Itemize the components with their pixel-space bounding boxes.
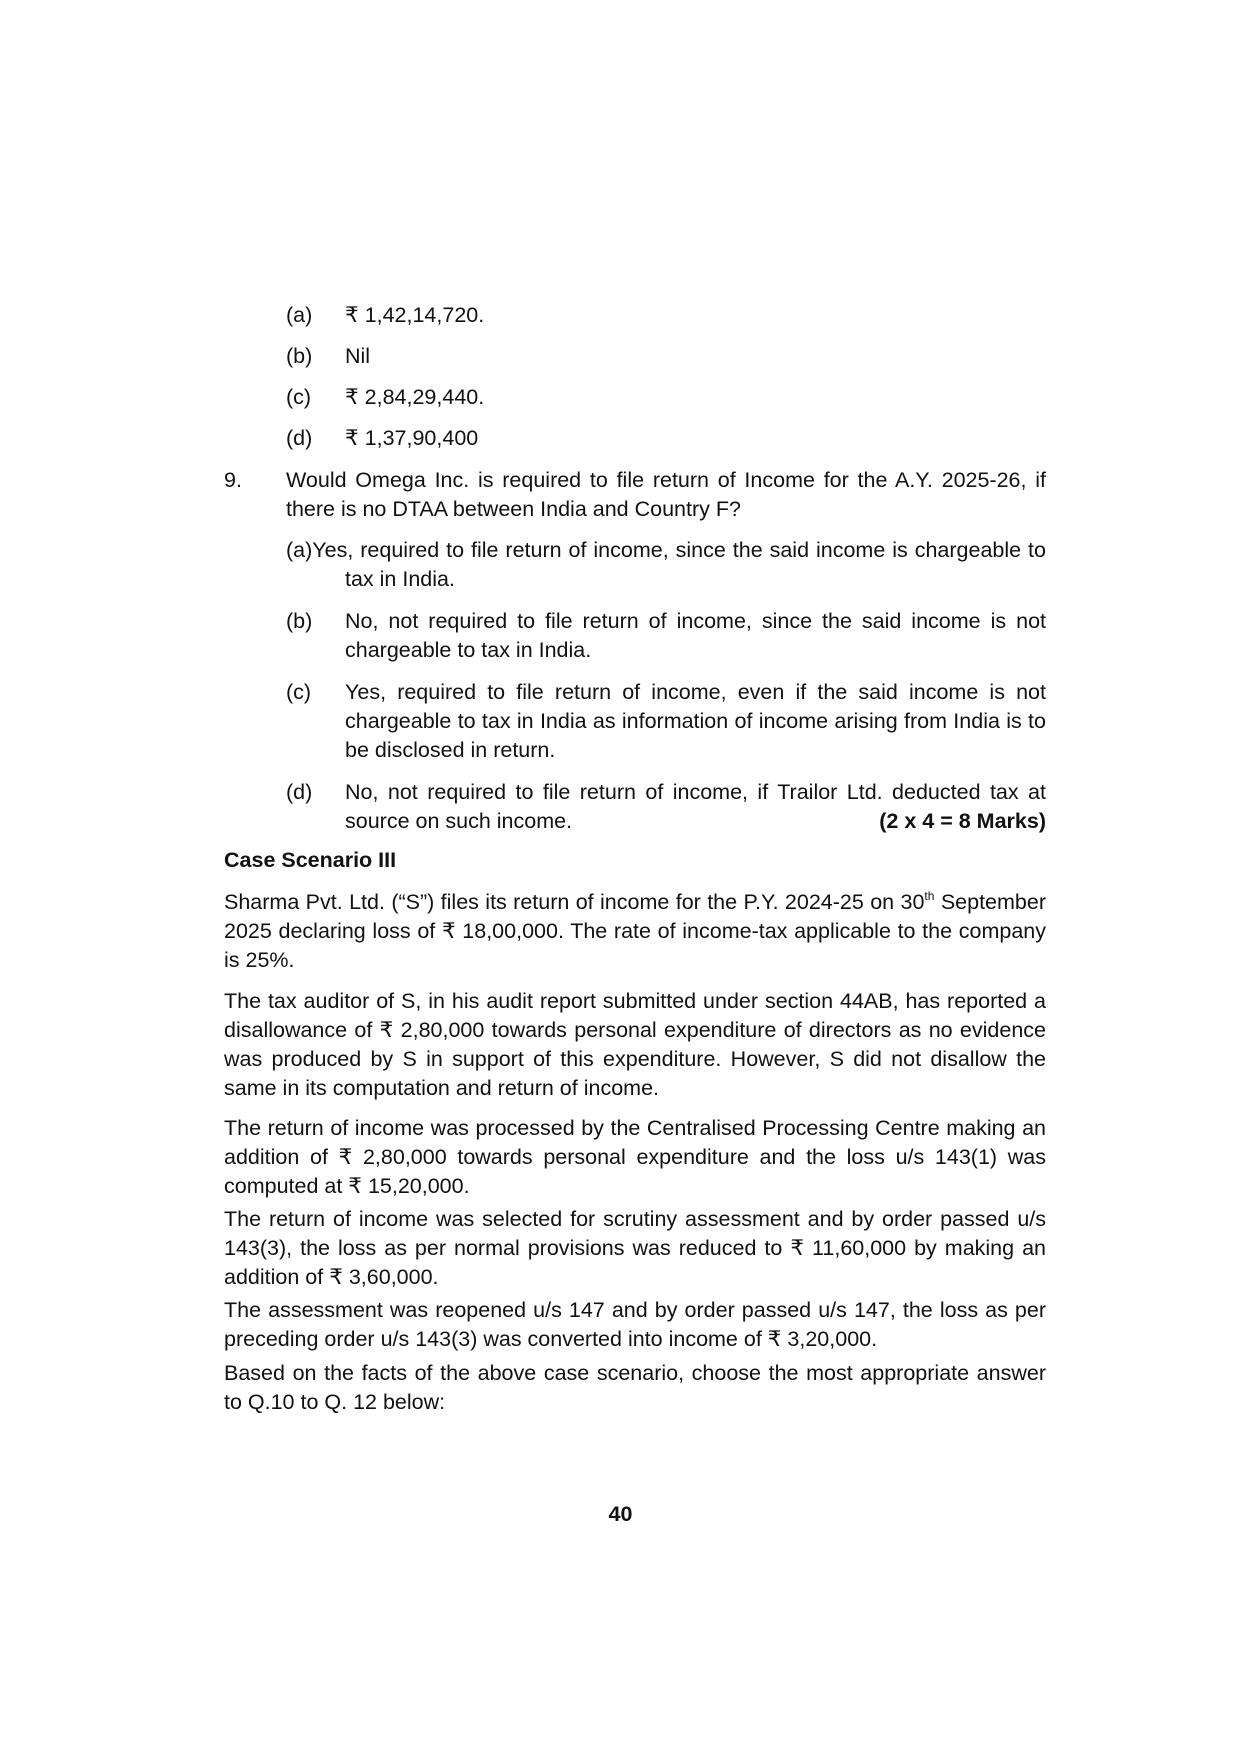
option-body: No, not required to file return of income, if Trailor Ltd. deducted tax at source on such income.: [345, 780, 1046, 833]
ordinal-suffix: th: [924, 889, 935, 903]
q9-option-a: [286, 536, 1046, 594]
option-label: (b): [286, 344, 313, 368]
case-paragraph-6: Based on the facts of the above case scenario, choose the most appropriate answer to Q.10 to Q. 12 below:: [224, 1361, 1046, 1414]
question-9: [224, 466, 1046, 524]
case-paragraph-1: [224, 888, 1046, 975]
option-label: (b): [286, 609, 313, 633]
q8-option-a: [286, 301, 1046, 330]
option-text: ₹ 1,37,90,400: [345, 426, 479, 450]
page-number: 40: [608, 1502, 633, 1526]
option-text: No, not required to file return of income, since the said income is not chargeable to tax in India.: [345, 609, 1046, 662]
option-label: (a): [286, 538, 313, 562]
option-label: (c): [286, 385, 312, 409]
section-heading: Case Scenario III: [224, 848, 397, 872]
option-text: Yes, required to file return of income, even if the said income is not chargeable to tax in India as information of income arising from India is to be disclosed in return.: [345, 680, 1046, 762]
case-paragraph-2: The tax auditor of S, in his audit report submitted under section 44AB, has reported a disallowance of ₹ 2,80,000 towards personal expenditure of directors as no evidence was produced by S in support of this expenditure. However, S did not disallow the same in its computation and return of income.: [224, 989, 1046, 1100]
q8-option-c: [286, 383, 1046, 412]
case-paragraph-3: The return of income was processed by the Centralised Processing Centre making an addition of ₹ 2,80,000 towards personal expenditure and the loss u/s 143(1) was computed at ₹ 15,20,000.: [224, 1116, 1046, 1198]
question-text: Would Omega Inc. is required to file return of Income for the A.Y. 2025-26, if there is no DTAA between India and Country F?: [286, 468, 1046, 521]
option-text: [286, 536, 1046, 594]
option-text: ₹ 2,84,29,440.: [345, 385, 485, 409]
option-label: (a): [286, 303, 313, 327]
option-label: (c): [286, 680, 312, 704]
option-text: Nil: [345, 344, 371, 368]
option-label: (d): [286, 426, 313, 450]
q8-option-b: [286, 342, 1046, 371]
q9-option-c: [286, 678, 1046, 765]
paragraph-text: Sharma Pvt. Ltd. (“S”) files its return of income for the P.Y. 2024-25 on 30: [224, 890, 925, 914]
q9-option-d: [286, 778, 1046, 836]
case-paragraph-5: The assessment was reopened u/s 147 and by order passed u/s 147, the loss as per preceding order u/s 143(3) was converted into income of ₹ 3,20,000.: [224, 1298, 1046, 1351]
question-number: 9.: [224, 468, 242, 492]
marks-allocation: (2 x 4 = 8 Marks): [879, 809, 1046, 833]
case-paragraph-4: The return of income was selected for scrutiny assessment and by order passed u/s 143(3), the loss as per normal provisions was reduced to ₹ 11,60,000 by making an addition of ₹ 3,60,000.: [224, 1207, 1046, 1289]
q9-option-b: [286, 607, 1046, 665]
paragraph-text: September 2025 declaring loss of ₹ 18,00,000. The rate of income-tax applicable to the company is 25%.: [224, 890, 1046, 972]
option-label: (d): [286, 780, 313, 804]
option-text-with-marks: [345, 778, 1046, 836]
q8-option-d: [286, 424, 1046, 453]
option-text: ₹ 1,42,14,720.: [345, 303, 485, 327]
option-body: Yes, required to file return of income, since the said income is chargeable to tax in India.: [312, 538, 1046, 591]
